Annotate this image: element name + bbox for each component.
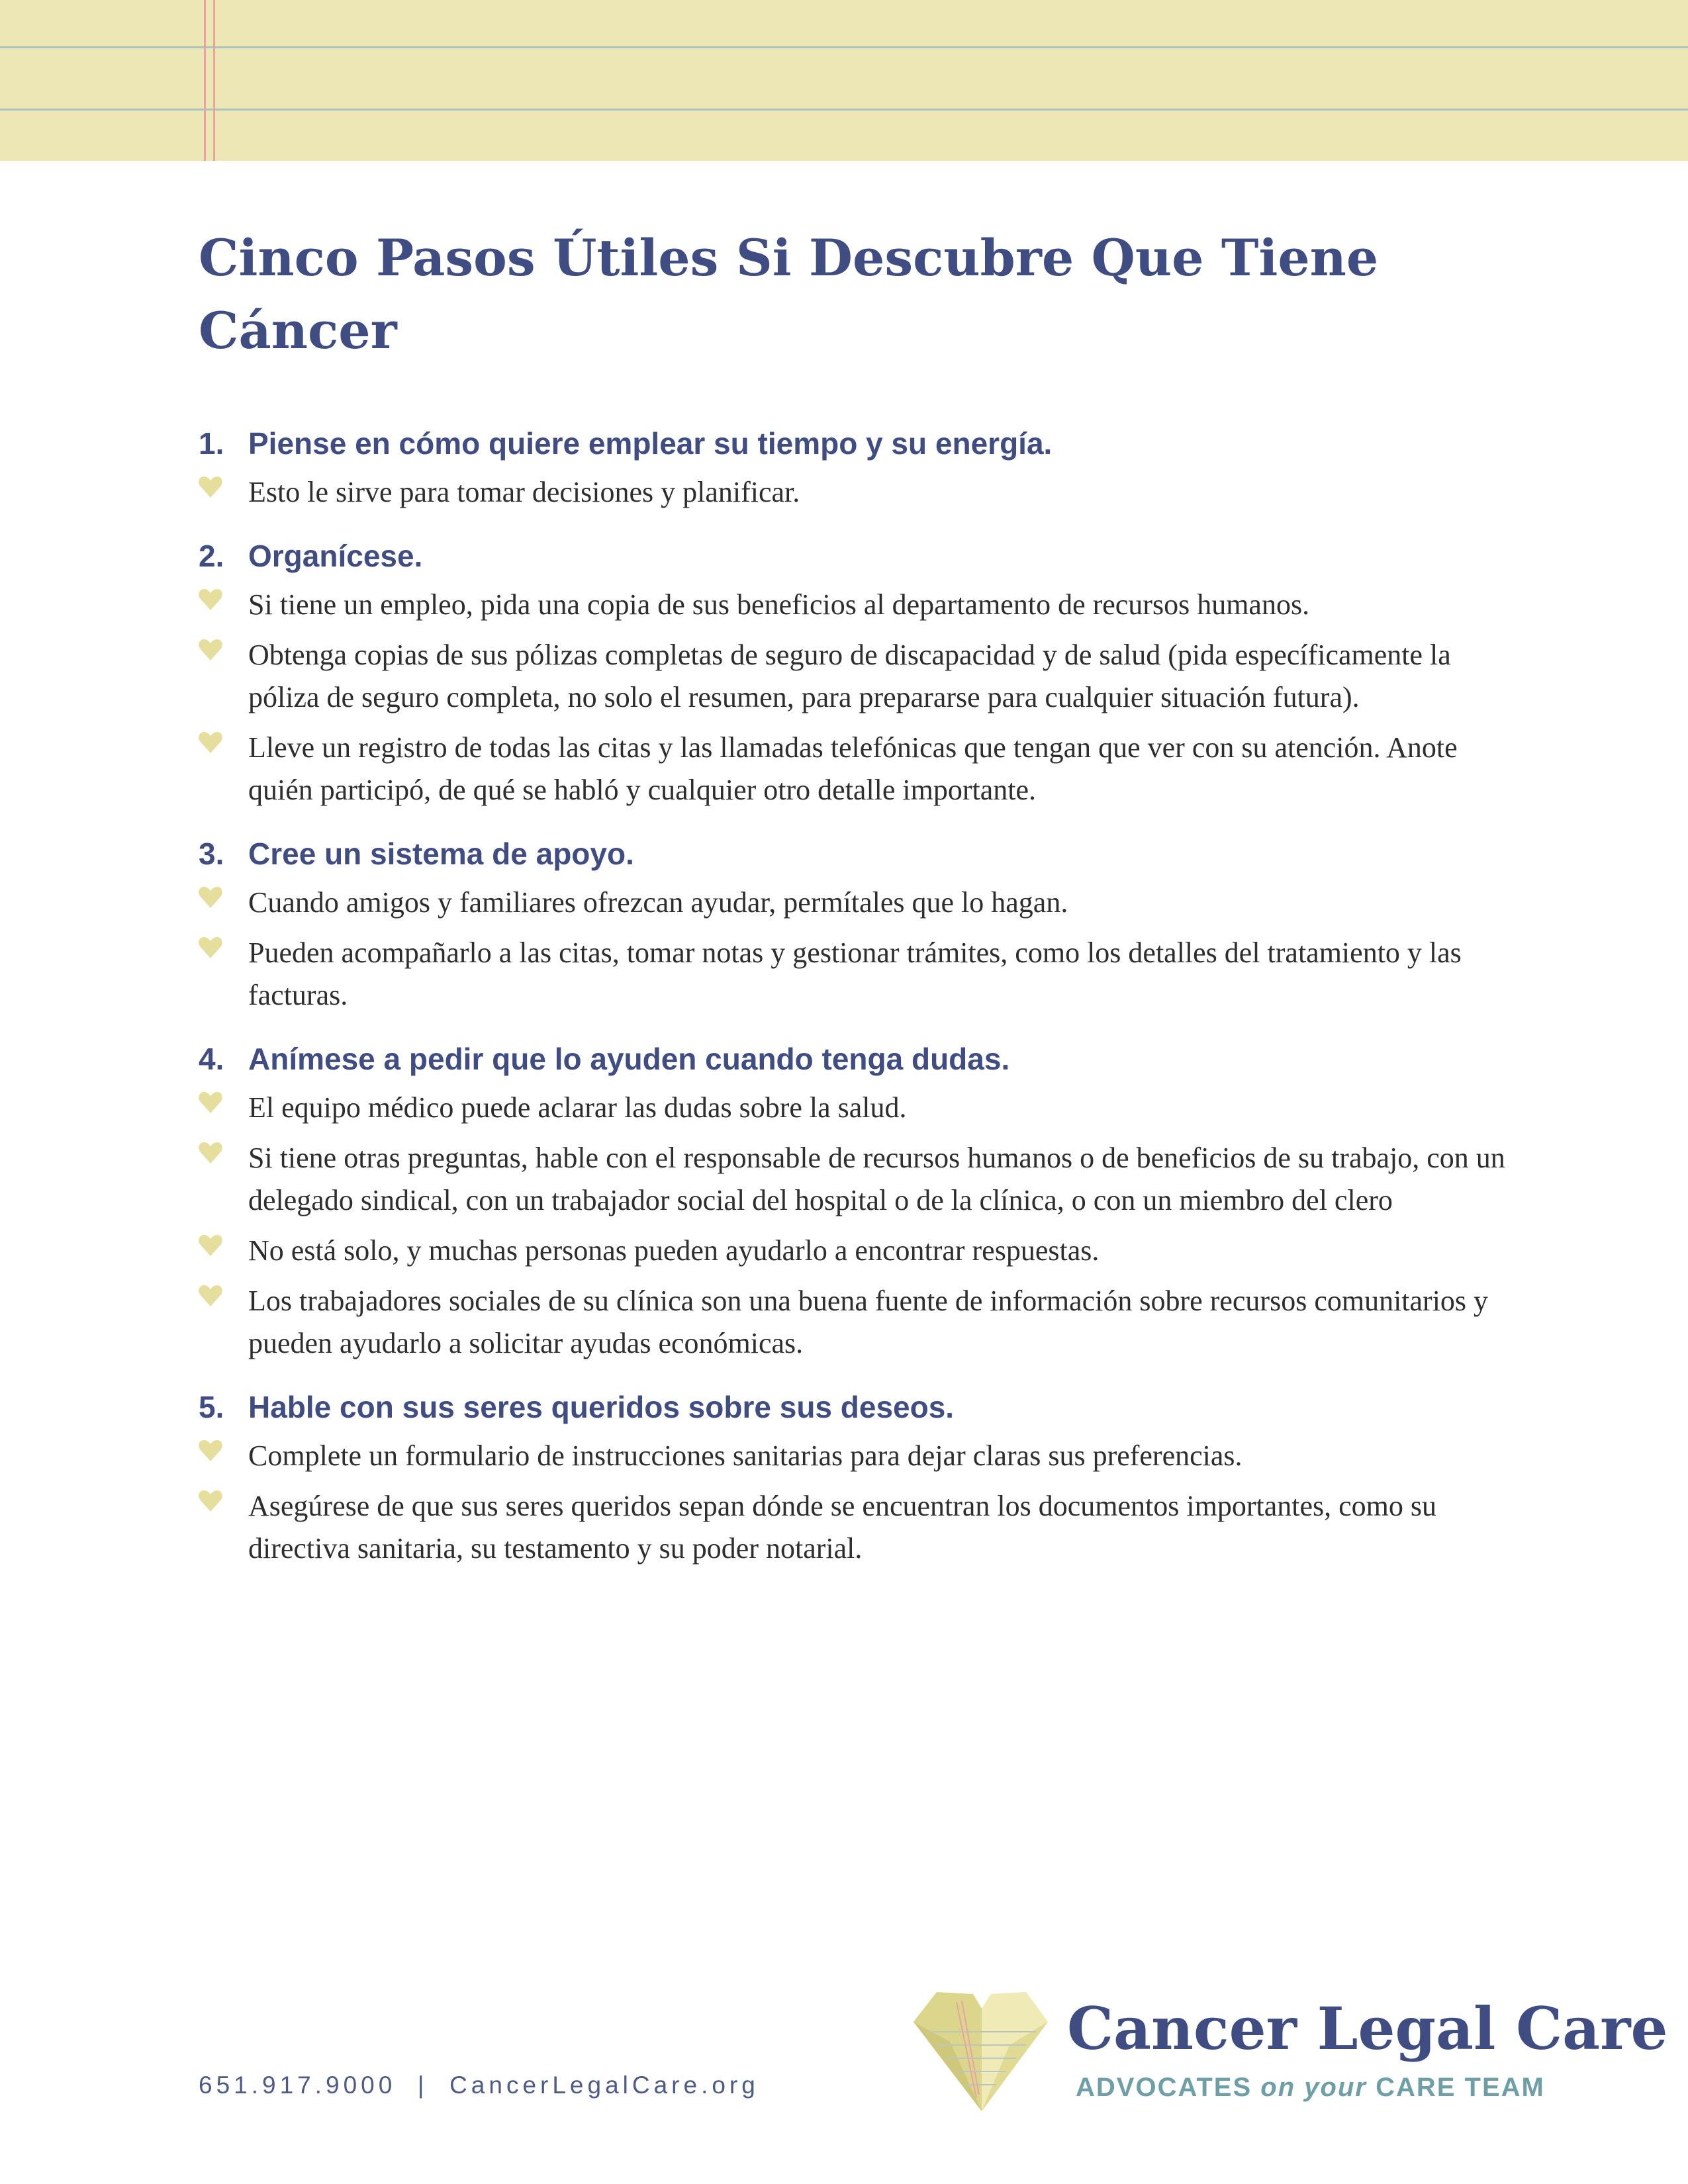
bullet-item [199,1087,1523,1129]
heart-icon [197,1089,224,1116]
bullet-item [199,882,1523,924]
margin-line [204,0,206,161]
bullet-item [199,1485,1523,1570]
step-heading-text: Piense en cómo quiere emplear su tiempo y su energía. [248,426,1053,461]
bullet-text: Lleve un registro de todas las citas y las llamadas telefónicas que tengan que ver con su atención. Anote quién participó, de qué se habló y cualquier otro detalle importante. [248,731,1458,806]
heart-icon [197,1140,224,1166]
heart-icon [197,1437,224,1464]
step-item [199,1039,1523,1365]
bullet-item [199,932,1523,1017]
heart-icon [197,474,224,500]
tagline-part: CARE TEAM [1366,2073,1545,2102]
step-item [199,1387,1523,1570]
bullet-text: Obtenga copias de sus pólizas completas de seguro de discapacidad y de salud (pida específicamente la póliza de seguro completa, no solo el resumen, para prepararse para cualquier situación futura). [248,639,1451,713]
step-number: 4. [199,1042,224,1076]
bullet-item [199,1230,1523,1272]
step-item [199,536,1523,811]
heart-icon [197,1283,224,1309]
heart-icon [197,1488,224,1514]
footer-contact: 651.917.9000 | CancerLegalCare.org [199,2071,759,2099]
step-heading [199,1387,1523,1427]
bullet-text: Si tiene otras preguntas, hable con el responsable de recursos humanos o de beneficios de su trabajo, con un delegado sindical, con un trabajador social del hospital o de la clínica, o con un miembro del clero [248,1142,1505,1216]
step-heading-text: Cree un sistema de apoyo. [248,837,634,871]
logo-name: Cancer Legal Care [1067,1994,1668,2063]
heart-icon [197,637,224,663]
heart-icon [197,586,224,613]
step-number: 1. [199,426,224,461]
heart-icon [197,729,224,756]
heart-icon [197,1232,224,1259]
step-item [199,424,1523,514]
steps-list [199,424,1523,1592]
step-heading [199,1039,1523,1079]
notepad-header-band [0,0,1688,161]
bullet-item [199,1435,1523,1477]
bullet-item [199,471,1523,514]
bullet-text: No está solo, y muchas personas pueden ayudarlo a encontrar respuestas. [248,1234,1100,1267]
bullet-text: Pueden acompañarlo a las citas, tomar notas y gestionar trámites, como los detalles del tratamiento y las facturas. [248,936,1462,1011]
bullet-item [199,1137,1523,1222]
bullet-text: Asegúrese de que sus seres queridos sepan dónde se encuentran los documentos importantes, como su directiva sanitaria, su testamento y su poder notarial. [248,1490,1436,1565]
heart-icon [197,934,224,961]
step-item [199,834,1523,1017]
step-heading [199,424,1523,463]
bullet-text: Cuando amigos y familiares ofrezcan ayudar, permítales que lo hagan. [248,886,1068,919]
bullet-text: Complete un formulario de instrucciones sanitarias para dejar claras sus preferencias. [248,1439,1243,1472]
step-heading-text: Organícese. [248,539,423,573]
heart-icon [197,884,224,911]
step-heading-text: Hable con sus seres queridos sobre sus deseos. [248,1390,955,1424]
logo-tagline [1076,2073,1545,2103]
step-heading [199,834,1523,874]
bullet-item [199,1280,1523,1365]
step-number: 3. [199,837,224,871]
margin-line [213,0,215,161]
bullet-item [199,634,1523,719]
tagline-part: on your [1260,2073,1367,2102]
notepad-heart-logo-icon [910,1982,1053,2115]
ruled-line [0,109,1688,111]
step-number: 5. [199,1390,224,1424]
tagline-part: ADVOCATES [1076,2073,1261,2102]
step-heading [199,536,1523,576]
bullet-text: Los trabajadores sociales de su clínica son una buena fuente de información sobre recursos comunitarios y pueden ayudarlo a solicitar ayudas económicas. [248,1285,1489,1359]
bullet-text: Esto le sirve para tomar decisiones y planificar. [248,476,800,508]
page-title: Cinco Pasos Útiles Si Descubre Que Tiene Cáncer [199,228,1379,360]
step-heading-text: Anímese a pedir que lo ayuden cuando tenga dudas. [248,1042,1010,1076]
bullet-text: Si tiene un empleo, pida una copia de sus beneficios al departamento de recursos humanos. [248,588,1310,621]
step-number: 2. [199,539,224,573]
bullet-text: El equipo médico puede aclarar las dudas sobre la salud. [248,1091,907,1124]
bullet-item [199,727,1523,811]
ruled-line [0,46,1688,48]
bullet-item [199,584,1523,626]
